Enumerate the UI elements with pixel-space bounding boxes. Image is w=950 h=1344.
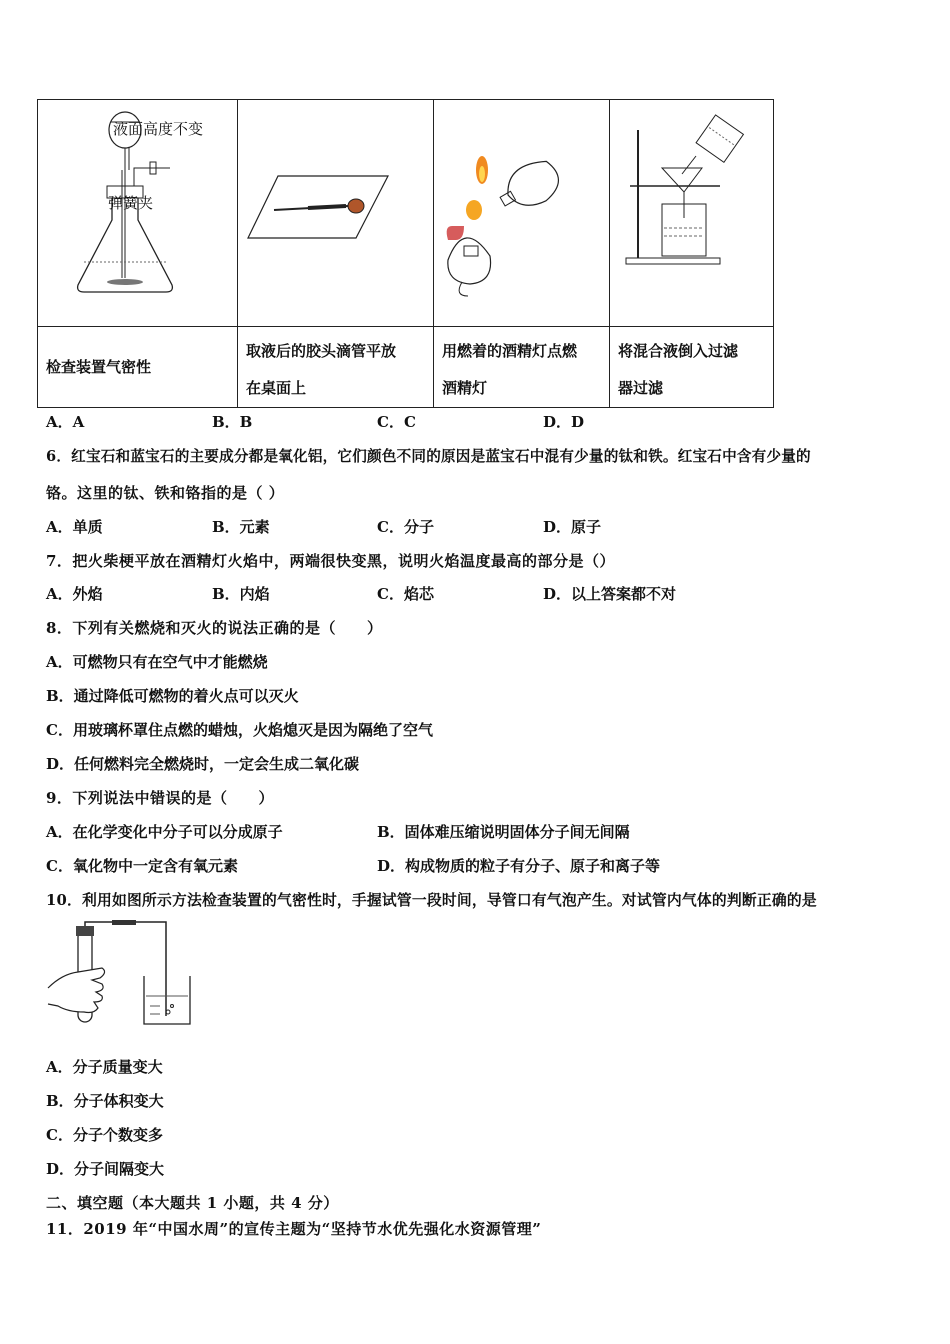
q5-option-d: D．D bbox=[543, 413, 585, 431]
q8-option-b: B．通过降低可燃物的着火点可以灭火 bbox=[46, 687, 299, 705]
q7-option-a: A．外焰 bbox=[46, 585, 103, 603]
cell-airtightness-figure bbox=[38, 100, 238, 327]
caption-dropper bbox=[238, 327, 434, 408]
caption-filtration-line1: 将混合液倒入过滤 bbox=[618, 342, 739, 360]
caption-lamp-line2: 酒精灯 bbox=[442, 379, 488, 397]
airtightness-apparatus-figure bbox=[38, 100, 237, 322]
q9-option-a: A．在化学变化中分子可以分成原子 bbox=[46, 823, 283, 841]
q6-option-c: C．分子 bbox=[377, 518, 434, 536]
cell-filtration-figure bbox=[610, 100, 774, 327]
spring-clip-label: 弹簧夹 bbox=[108, 194, 154, 212]
q7-stem: 7．把火柴梗平放在酒精灯火焰中，两端很快变黑，说明火焰温度最高的部分是（） bbox=[46, 552, 615, 570]
q5-option-c: C．C bbox=[377, 413, 416, 431]
dropper-on-table-figure bbox=[238, 100, 433, 322]
q10-option-a: A．分子质量变大 bbox=[46, 1058, 163, 1076]
liquid-level-label: 液面高度不变 bbox=[113, 120, 204, 138]
q10-stem: 10．利用如图所示方法检查装置的气密性时，手握试管一段时间，导管口有气泡产生。对试管内气体的判断正确的是 bbox=[46, 892, 817, 909]
q10-option-d: D．分子间隔变大 bbox=[46, 1160, 165, 1178]
cell-alcohol-lamp-figure bbox=[434, 100, 610, 327]
q6-stem-line1: 6．红宝石和蓝宝石的主要成分都是氧化铝，它们颜色不同的原因是蓝宝石中混有少量的钛和铁。红宝石中含有少量的 bbox=[46, 448, 811, 465]
q9-option-b: B．固体难压缩说明固体分子间无间隔 bbox=[377, 823, 630, 841]
caption-lamp-line1: 用燃着的酒精灯点燃 bbox=[442, 342, 578, 360]
alcohol-lamp-lighting-figure bbox=[434, 100, 609, 322]
q8-option-d: D．任何燃料完全燃烧时，一定会生成二氧化碳 bbox=[46, 755, 360, 773]
caption-filtration bbox=[610, 327, 774, 408]
q6-option-b: B．元素 bbox=[212, 518, 270, 536]
q5-option-b: B．B bbox=[212, 413, 253, 431]
q5-option-a: A．A bbox=[46, 413, 85, 431]
q10-option-b: B．分子体积变大 bbox=[46, 1092, 164, 1110]
filtration-apparatus-figure bbox=[610, 100, 773, 322]
q8-option-c: C．用玻璃杯罩住点燃的蜡烛，火焰熄灭是因为隔绝了空气 bbox=[46, 721, 433, 739]
caption-dropper-line1: 取液后的胶头滴管平放 bbox=[246, 342, 397, 360]
q6-option-d: D．原子 bbox=[543, 518, 602, 536]
q8-stem: 8．下列有关燃烧和灭火的说法正确的是（ ） bbox=[46, 619, 383, 637]
q7-option-d: D．以上答案都不对 bbox=[543, 585, 677, 603]
apparatus-table bbox=[37, 99, 774, 408]
q6-stem-line2: 铬。这里的钛、铁和铬指的是（ ） bbox=[46, 484, 285, 502]
caption-airtightness: 检查装置气密性 bbox=[38, 327, 238, 408]
q8-option-a: A．可燃物只有在空气中才能燃烧 bbox=[46, 653, 268, 671]
caption-lamp bbox=[434, 327, 610, 408]
cell-dropper-figure bbox=[238, 100, 434, 327]
q9-stem: 9．下列说法中错误的是（ ） bbox=[46, 789, 274, 807]
q7-option-b: B．内焰 bbox=[212, 585, 270, 603]
caption-dropper-line2: 在桌面上 bbox=[246, 379, 307, 397]
section2-heading: 二、填空题（本大题共 1 小题，共 4 分） bbox=[46, 1194, 339, 1212]
q9-option-c: C．氧化物中一定含有氧元素 bbox=[46, 857, 238, 875]
q9-option-d: D．构成物质的粒子有分子、原子和离子等 bbox=[377, 857, 661, 875]
q10-option-c: C．分子个数变多 bbox=[46, 1126, 163, 1144]
q7-option-c: C．焰芯 bbox=[377, 585, 434, 603]
q6-option-a: A．单质 bbox=[46, 518, 103, 536]
caption-filtration-line2: 器过滤 bbox=[618, 379, 664, 397]
q11-stem: 11．2019 年“中国水周”的宣传主题为“坚持节水优先强化水资源管理” bbox=[46, 1220, 542, 1238]
hand-held-test-tube-figure bbox=[44, 920, 194, 1030]
